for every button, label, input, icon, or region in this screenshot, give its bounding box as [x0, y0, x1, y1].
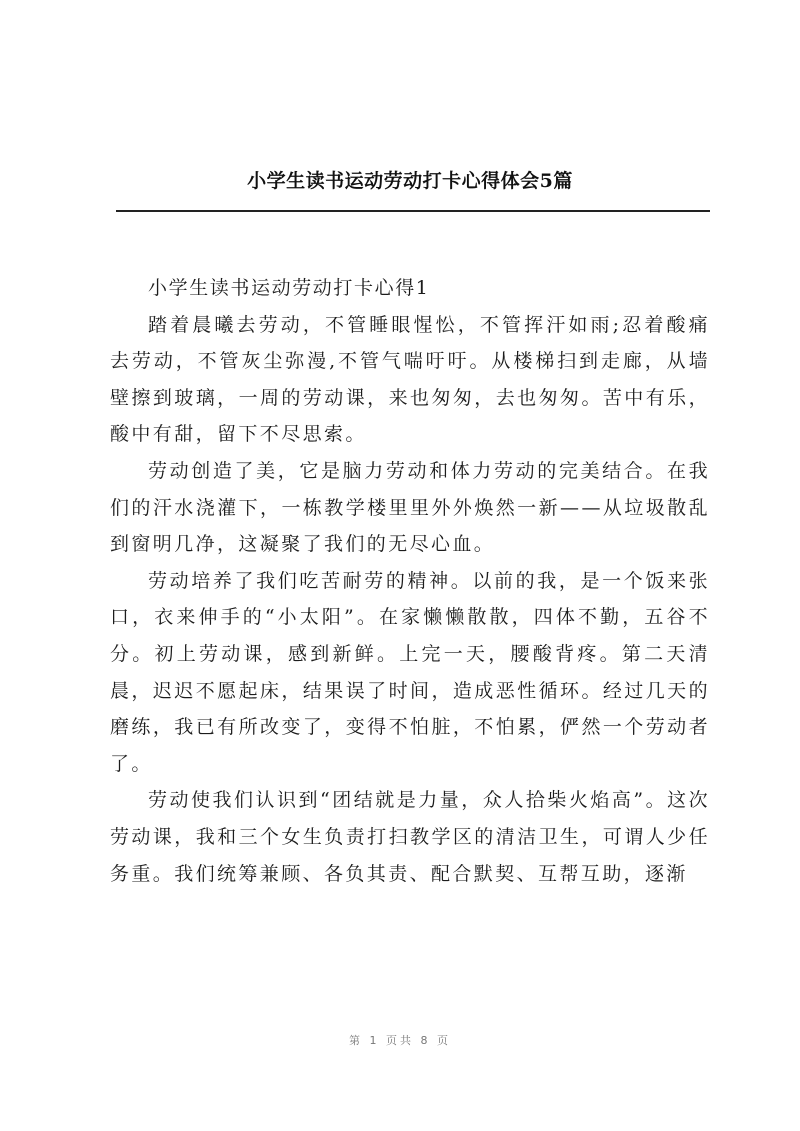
paragraph: 劳动创造了美，它是脑力劳动和体力劳动的完美结合。在我们的汗水浇灌下，一栋教学楼里里外外焕然一新——从垃圾散乱到窗明几净，这凝聚了我们的无尽心血。 — [110, 459, 710, 556]
paragraph: 劳动使我们认识到“团结就是力量，众人拾柴火焰高”。这次劳动课，我和三个女生负责打扫教学区的清洁卫生，可谓人少任务重。我们统筹兼顾、各负其责、配合默契、互帮互助，逐渐 — [110, 789, 710, 885]
paragraph: 踏着晨曦去劳动，不管睡眼惺忪，不管挥汗如雨;忍着酸痛去劳动，不管灰尘弥漫,不管气喘吁吁。从楼梯扫到走廊，从墙壁擦到玻璃，一周的劳动课，来也匆匆，去也匆匆。苦中有乐，酸中有甜，留下不尽思索。 — [110, 313, 710, 446]
document-body — [110, 270, 710, 892]
paragraph: 劳动培养了我们吃苦耐劳的精神。以前的我，是一个饭来张口，衣来伸手的“小太阳”。在家懒懒散散，四体不勤，五谷不分。初上劳动课，感到新鲜。上完一天，腰酸背疼。第二天清晨，迟迟不愿起床，结果误了时间，造成恶性循环。经过几天的磨练，我已有所改变了，变得不怕脏，不怕累，俨然一个劳动者了。 — [110, 569, 710, 775]
page-number-footer: 第 1 页共 8 页 — [349, 1034, 451, 1047]
title-divider — [116, 210, 710, 212]
document-title: 小学生读书运动劳动打卡心得体会5篇 — [247, 170, 573, 192]
section-heading: 小学生读书运动劳动打卡心得1 — [148, 277, 430, 299]
